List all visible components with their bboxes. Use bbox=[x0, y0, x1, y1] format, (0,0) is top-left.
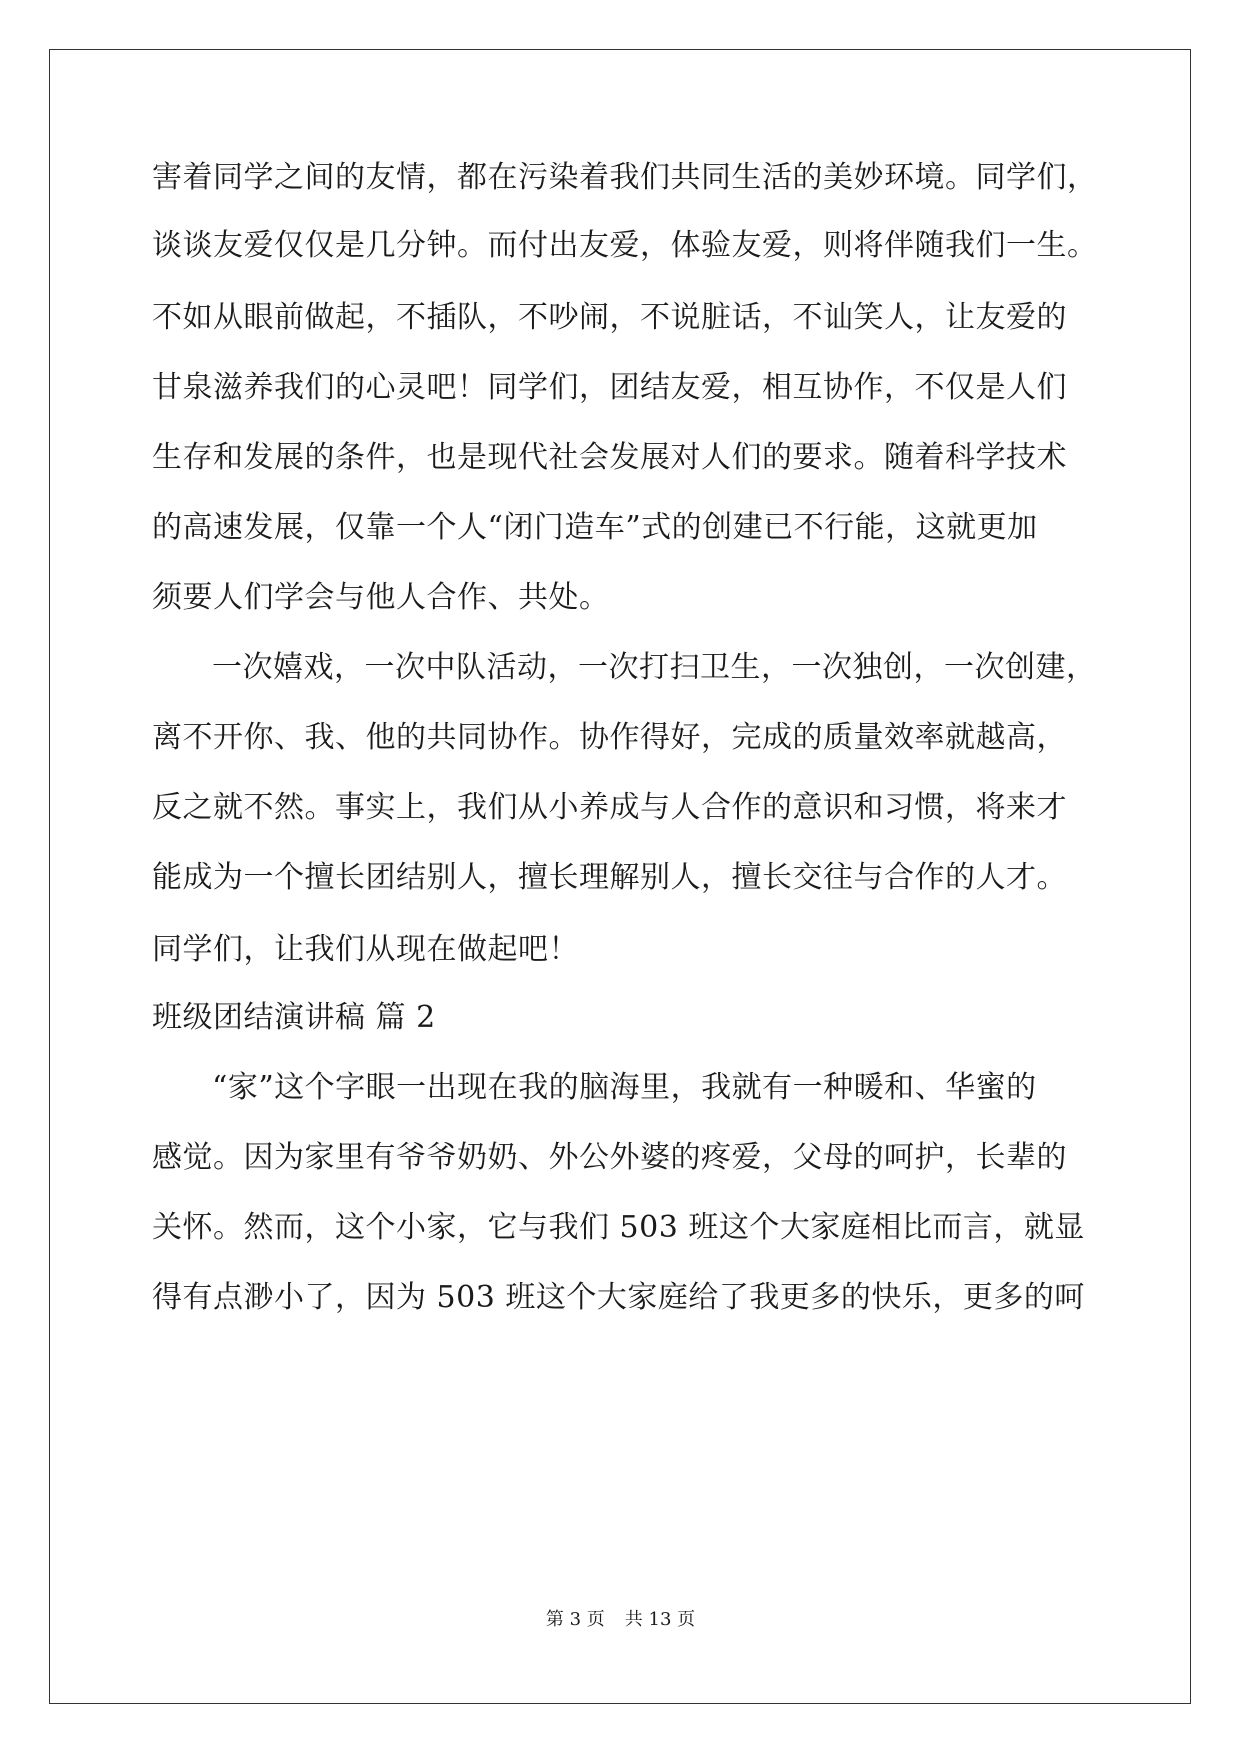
paragraph-line: 关怀。然而，这个小家，它与我们 503 班这个大家庭相比而言，就显 bbox=[152, 1210, 1085, 1245]
paragraph-line: 感觉。因为家里有爷爷奶奶、外公外婆的疼爱，父母的呵护，长辈的 bbox=[152, 1140, 1067, 1175]
paragraph-line: 的高速发展，仅靠一个人“闭门造车”式的创建已不行能，这就更加 bbox=[152, 510, 1038, 545]
paragraph-line: 同学们，让我们从现在做起吧！ bbox=[152, 932, 579, 967]
page-total: 共 13 页 bbox=[624, 1609, 696, 1630]
paragraph-line: “家”这个字眼一出现在我的脑海里，我就有一种暖和、华蜜的 bbox=[212, 1070, 1037, 1105]
paragraph-line: 反之就不然。事实上，我们从小养成与人合作的意识和习惯，将来才 bbox=[152, 790, 1067, 825]
paragraph-line: 甘泉滋养我们的心灵吧！同学们，团结友爱，相互协作，不仅是人们 bbox=[152, 370, 1067, 405]
page-number: 第 3 页 bbox=[545, 1609, 605, 1630]
section-heading: 班级团结演讲稿 篇 2 bbox=[152, 1000, 436, 1035]
paragraph-line: 得有点渺小了，因为 503 班这个大家庭给了我更多的快乐，更多的呵 bbox=[152, 1280, 1085, 1315]
paragraph-line: 须要人们学会与他人合作、共处。 bbox=[152, 580, 610, 615]
paragraph-line: 能成为一个擅长团结别人，擅长理解别人，擅长交往与合作的人才。 bbox=[152, 860, 1067, 895]
paragraph-line: 谈谈友爱仅仅是几分钟。而付出友爱，体验友爱，则将伴随我们一生。 bbox=[152, 228, 1098, 263]
page-footer bbox=[0, 1608, 1241, 1632]
paragraph-line: 生存和发展的条件，也是现代社会发展对人们的要求。随着科学技术 bbox=[152, 440, 1067, 475]
paragraph-line: 一次嬉戏，一次中队活动，一次打扫卫生，一次独创，一次创建， bbox=[212, 650, 1097, 685]
paragraph-line: 害着同学之间的友情，都在污染着我们共同生活的美妙环境。同学们， bbox=[152, 160, 1098, 195]
paragraph-line: 离不开你、我、他的共同协作。协作得好，完成的质量效率就越高， bbox=[152, 720, 1067, 755]
paragraph-line: 不如从眼前做起，不插队，不吵闹，不说脏话，不讪笑人，让友爱的 bbox=[152, 300, 1067, 335]
